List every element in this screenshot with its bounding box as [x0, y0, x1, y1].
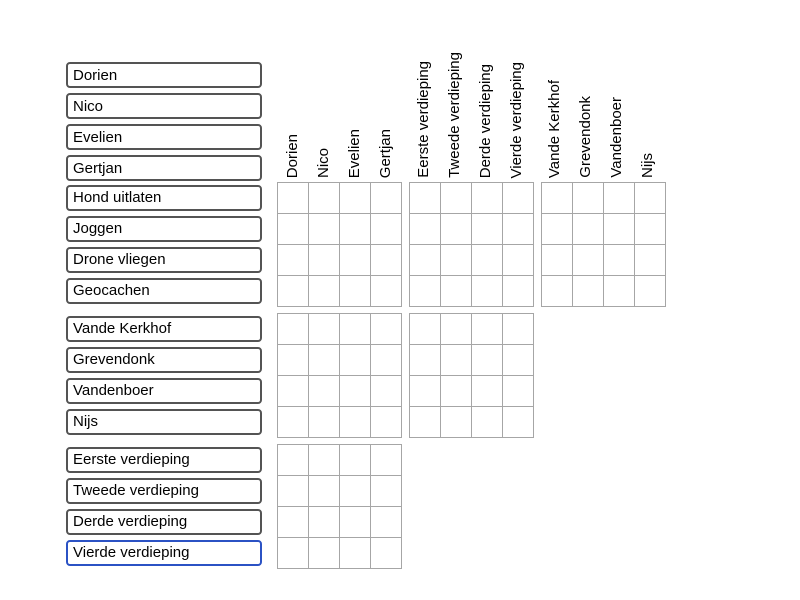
grid-cell[interactable] — [635, 276, 666, 307]
column-header-label: Eerste verdieping — [414, 61, 432, 178]
category-inputs-people — [66, 0, 262, 182]
grid-block — [409, 182, 534, 307]
grid-cell[interactable] — [472, 214, 503, 245]
grid-cell[interactable] — [410, 183, 441, 214]
grid-blocks-row-1 — [277, 182, 673, 307]
surname-input-2[interactable] — [66, 347, 262, 373]
grid-cell[interactable] — [410, 345, 441, 376]
column-header-label: Dorien — [283, 133, 301, 178]
grid-cell[interactable] — [441, 345, 472, 376]
floor-input-4-focused[interactable] — [66, 540, 262, 566]
column-header-label: Gertjan — [376, 128, 394, 178]
input-slot — [66, 406, 262, 437]
column-header — [601, 0, 632, 182]
grid-cell[interactable] — [573, 183, 604, 214]
grid-cell[interactable] — [542, 183, 573, 214]
grid-cell[interactable] — [503, 245, 534, 276]
grid-cell[interactable] — [410, 376, 441, 407]
column-header-label: Vierde verdieping — [507, 61, 525, 178]
grid-cell[interactable] — [371, 314, 402, 345]
activity-input-4[interactable] — [66, 278, 262, 304]
grid-cell[interactable] — [309, 276, 340, 307]
grid-cell[interactable] — [371, 245, 402, 276]
grid-cell[interactable] — [503, 183, 534, 214]
column-header — [632, 0, 663, 182]
column-header-label: Vandenboer — [607, 97, 625, 178]
input-slot — [66, 375, 262, 406]
column-header — [408, 0, 439, 182]
grid-cell[interactable] — [371, 345, 402, 376]
input-slot — [66, 475, 262, 506]
grid-cell[interactable] — [503, 407, 534, 438]
grid-cell[interactable] — [472, 407, 503, 438]
people-input-1[interactable] — [66, 62, 262, 88]
category-inputs-surnames — [66, 313, 262, 438]
grid-cell[interactable] — [472, 314, 503, 345]
grid-cell[interactable] — [340, 345, 371, 376]
grid-cell[interactable] — [278, 445, 309, 476]
column-header — [439, 0, 470, 182]
grid-cell[interactable] — [340, 476, 371, 507]
category-inputs-floors — [66, 444, 262, 569]
grid-cell[interactable] — [309, 507, 340, 538]
grid-header — [66, 0, 800, 182]
column-header-label: Grevendonk — [576, 96, 594, 178]
grid-cell[interactable] — [542, 245, 573, 276]
grid-cell[interactable] — [309, 476, 340, 507]
grid-cell[interactable] — [542, 214, 573, 245]
grid-block — [277, 313, 402, 438]
grid-cell[interactable] — [472, 376, 503, 407]
input-slot — [66, 182, 262, 213]
grid-cell[interactable] — [371, 445, 402, 476]
grid-cell[interactable] — [340, 445, 371, 476]
grid-cell[interactable] — [309, 445, 340, 476]
grid-cell[interactable] — [503, 314, 534, 345]
grid-cell[interactable] — [441, 314, 472, 345]
grid-cell[interactable] — [441, 376, 472, 407]
grid-cell[interactable] — [278, 314, 309, 345]
grid-cell[interactable] — [278, 345, 309, 376]
people-input-2[interactable] — [66, 93, 262, 119]
people-input-4[interactable] — [66, 155, 262, 181]
grid-cell[interactable] — [371, 407, 402, 438]
column-header-label: Derde verdieping — [476, 63, 494, 178]
input-slot — [66, 213, 262, 244]
grid-cell[interactable] — [371, 538, 402, 569]
grid-cell[interactable] — [410, 407, 441, 438]
grid-cell[interactable] — [278, 183, 309, 214]
column-header — [570, 0, 601, 182]
people-input-3[interactable] — [66, 124, 262, 150]
grid-cell[interactable] — [309, 245, 340, 276]
grid-cell[interactable] — [340, 314, 371, 345]
grid-cell[interactable] — [472, 345, 503, 376]
grid-cell[interactable] — [410, 314, 441, 345]
column-header — [370, 0, 401, 182]
grid-cell[interactable] — [340, 276, 371, 307]
grid-cell[interactable] — [604, 183, 635, 214]
grid-cell[interactable] — [635, 183, 666, 214]
column-header — [308, 0, 339, 182]
grid-cell[interactable] — [309, 345, 340, 376]
grid-cell[interactable] — [309, 183, 340, 214]
grid-cell[interactable] — [371, 476, 402, 507]
grid-cell[interactable] — [410, 276, 441, 307]
surname-input-1[interactable] — [66, 316, 262, 342]
grid-cell[interactable] — [278, 245, 309, 276]
column-header — [470, 0, 501, 182]
grid-cell[interactable] — [441, 276, 472, 307]
grid-cell[interactable] — [340, 183, 371, 214]
grid-cell[interactable] — [371, 183, 402, 214]
grid-cell[interactable] — [573, 214, 604, 245]
grid-cell[interactable] — [340, 376, 371, 407]
column-header-label: Nijs — [638, 153, 656, 178]
surname-input-3[interactable] — [66, 378, 262, 404]
grid-cell[interactable] — [309, 407, 340, 438]
input-slot — [66, 244, 262, 275]
grid-block — [409, 313, 534, 438]
grid-cell[interactable] — [309, 314, 340, 345]
grid-cell[interactable] — [340, 245, 371, 276]
input-slot — [66, 537, 262, 568]
grid-row-surnames — [66, 313, 800, 438]
column-header-group-floors — [408, 0, 532, 182]
grid-cell[interactable] — [604, 214, 635, 245]
column-header-label: Tweede verdieping — [445, 52, 463, 178]
column-header — [501, 0, 532, 182]
grid-cell[interactable] — [472, 183, 503, 214]
grid-cell[interactable] — [278, 538, 309, 569]
grid-cell[interactable] — [604, 245, 635, 276]
column-header-label: Vande Kerkhof — [545, 79, 563, 178]
grid-cell[interactable] — [278, 276, 309, 307]
grid-cell[interactable] — [410, 245, 441, 276]
grid-cell[interactable] — [503, 276, 534, 307]
grid-cell[interactable] — [472, 245, 503, 276]
grid-cell[interactable] — [309, 214, 340, 245]
surname-input-4[interactable] — [66, 409, 262, 435]
input-slot — [66, 313, 262, 344]
grid-cell[interactable] — [278, 214, 309, 245]
input-slot — [66, 275, 262, 306]
grid-cell[interactable] — [441, 214, 472, 245]
grid-cell[interactable] — [340, 507, 371, 538]
grid-cell[interactable] — [542, 276, 573, 307]
grid-cell[interactable] — [441, 245, 472, 276]
column-header — [539, 0, 570, 182]
input-slot — [66, 444, 262, 475]
activity-input-2[interactable] — [66, 216, 262, 242]
column-header-group-people — [277, 0, 401, 182]
grid-cell[interactable] — [309, 376, 340, 407]
grid-cell[interactable] — [410, 214, 441, 245]
column-header — [339, 0, 370, 182]
grid-cell[interactable] — [503, 214, 534, 245]
input-slot — [66, 344, 262, 375]
grid-block — [277, 182, 402, 307]
grid-cell[interactable] — [278, 507, 309, 538]
grid-cell[interactable] — [604, 276, 635, 307]
grid-cell[interactable] — [371, 507, 402, 538]
grid-blocks-row-2 — [277, 313, 541, 438]
grid-cell[interactable] — [371, 376, 402, 407]
grid-cell[interactable] — [309, 538, 340, 569]
input-slot — [66, 506, 262, 537]
grid-cell[interactable] — [441, 407, 472, 438]
grid-cell[interactable] — [371, 214, 402, 245]
grid-cell[interactable] — [340, 538, 371, 569]
grid-cell[interactable] — [635, 214, 666, 245]
grid-cell[interactable] — [503, 345, 534, 376]
column-header-group-surnames — [539, 0, 663, 182]
grid-row-activities — [66, 182, 800, 307]
floor-input-3[interactable] — [66, 509, 262, 535]
grid-cell[interactable] — [503, 376, 534, 407]
floor-input-2[interactable] — [66, 478, 262, 504]
column-header-label: Evelien — [345, 128, 363, 178]
activity-input-3[interactable] — [66, 247, 262, 273]
grid-cell[interactable] — [472, 276, 503, 307]
grid-cell[interactable] — [371, 276, 402, 307]
grid-cell[interactable] — [278, 376, 309, 407]
grid-blocks-row-3 — [277, 444, 409, 569]
grid-row-floors — [66, 444, 800, 569]
column-header-label: Nico — [314, 147, 332, 178]
activity-input-1[interactable] — [66, 185, 262, 211]
grid-cell[interactable] — [635, 245, 666, 276]
grid-block — [541, 182, 666, 307]
grid-cell[interactable] — [573, 276, 604, 307]
grid-cell[interactable] — [278, 476, 309, 507]
grid-cell[interactable] — [340, 407, 371, 438]
grid-cell[interactable] — [278, 407, 309, 438]
floor-input-1[interactable] — [66, 447, 262, 473]
column-header — [277, 0, 308, 182]
grid-block — [277, 444, 402, 569]
grid-cell[interactable] — [573, 245, 604, 276]
category-inputs-activities — [66, 182, 262, 307]
grid-cell[interactable] — [441, 183, 472, 214]
grid-cell[interactable] — [340, 214, 371, 245]
